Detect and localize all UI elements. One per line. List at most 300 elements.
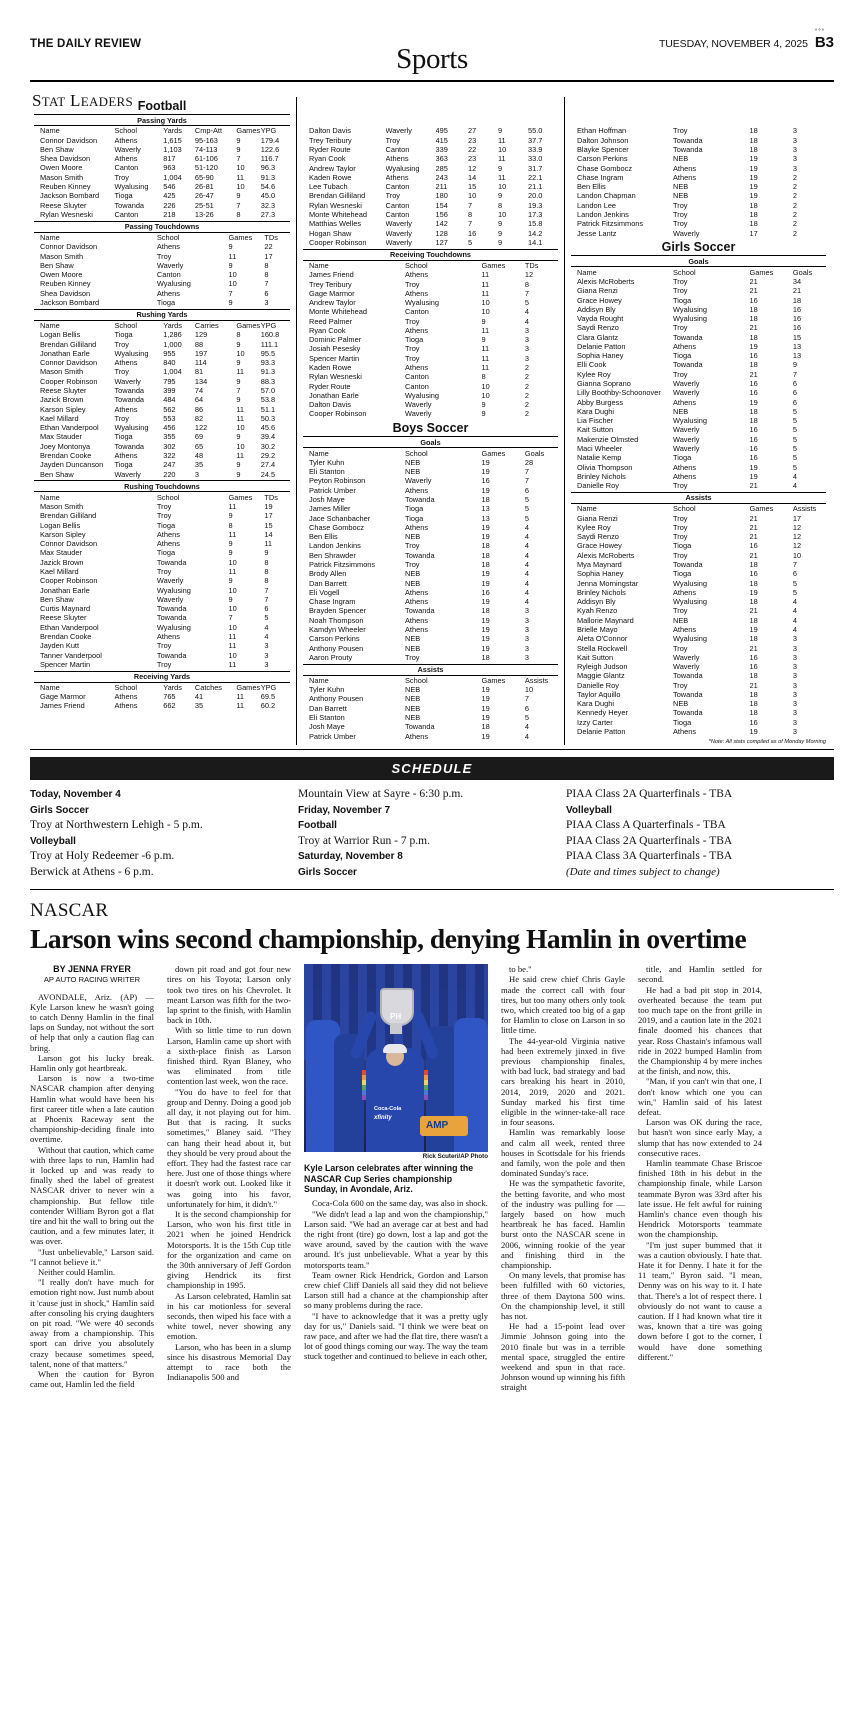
stat-value: 4 — [264, 623, 269, 632]
stat-value: Athens — [673, 398, 697, 407]
stat-value: 55.0 — [528, 127, 543, 136]
stat-value: 116.7 — [260, 154, 279, 164]
stat-value: 18 — [749, 305, 758, 314]
player-name: Jayden Duncanson — [40, 460, 104, 470]
article-paragraph: "I'm just super bummed that it was a caution obviously. I hate that. Hate it for Denny. I hate it for the 11 team," Byron said. "I mean, Denny was on his way to it. I hate that. There's a lot of respect there. I obviously do not want to cause a caution. If I had known what tire it was, known that a tire was going down before I got to the corner, I would have done something different." — [638, 1239, 762, 1362]
table-row — [34, 414, 290, 423]
table-row — [303, 201, 558, 210]
stat-value: 4 — [524, 551, 529, 560]
stat-value: 9 — [228, 261, 233, 270]
stat-value: 22 — [468, 145, 477, 154]
stat-value: 4 — [524, 722, 529, 732]
stat-value: 60.2 — [260, 702, 276, 711]
player-name: Saydi Renzo — [577, 323, 619, 333]
player-name: Spencer Martin — [309, 354, 360, 363]
column-header: Name — [40, 321, 60, 331]
table-row — [34, 614, 290, 623]
stat-value: Wyalusing — [673, 634, 708, 644]
player-name: Brayden Spencer — [309, 606, 367, 616]
player-name: Cooper Robinson — [309, 238, 367, 247]
table-row — [34, 577, 290, 586]
table-row — [34, 442, 290, 451]
stat-value: 18 — [749, 671, 758, 681]
table-girls-assists — [571, 504, 826, 737]
column-header: Name — [309, 260, 329, 270]
column-header: Games — [236, 126, 261, 136]
stat-value: 20.0 — [528, 191, 543, 201]
stat-value: Troy — [673, 551, 688, 560]
stat-value: 3 — [792, 136, 797, 145]
article-paragraph: He said crew chief Chris Gayle made the correct call with four tires, but too many others only took two, which created too big of a gap for Hamlin to close on Larson in so little time. — [501, 974, 625, 1036]
player-name: Chase Ingram — [309, 597, 356, 607]
player-name: Ethan Vanderpool — [40, 423, 99, 433]
stat-value: Tioga — [673, 296, 692, 305]
stat-value: 7 — [524, 467, 529, 477]
column-header: School — [114, 126, 138, 136]
player-name: Monte Whitehead — [309, 210, 367, 219]
stat-value: Towanda — [673, 145, 703, 154]
schedule-column-2 — [298, 787, 566, 881]
table-header-row — [571, 267, 826, 277]
column-header: School — [156, 232, 180, 242]
article-paragraph: As Larson celebrated, Hamlin sat in his car motionless for several seconds, then wiped his face with a white towel, never showing any emotion. — [167, 1290, 291, 1342]
stat-value: 9 — [498, 164, 503, 173]
table-row — [571, 333, 826, 342]
stat-value: 27.4 — [260, 460, 276, 470]
stat-value: Athens — [156, 539, 180, 549]
table-row — [303, 164, 558, 173]
stat-value: 7 — [228, 613, 233, 623]
player-name: Chase Gombocz — [309, 523, 365, 532]
table-row — [303, 229, 558, 238]
schedule-game: Troy at Northwestern Lehigh - 5 p.m. — [30, 819, 203, 832]
stat-value: Canton — [405, 307, 429, 317]
stat-value: 3 — [524, 326, 529, 335]
table-row — [303, 146, 558, 155]
stat-value: Waverly — [114, 377, 141, 386]
stat-value: Canton — [385, 145, 410, 154]
column-header: YPG — [260, 321, 277, 331]
stat-value: 30.2 — [260, 442, 276, 451]
stat-value: 16 — [749, 379, 758, 389]
stat-value: Towanda — [673, 671, 703, 681]
stat-value: 5 — [792, 416, 797, 426]
player-name: Brinley Nichols — [577, 588, 626, 597]
player-name: Dan Barrett — [309, 579, 347, 588]
stat-value: 127 — [435, 238, 448, 247]
table-row — [571, 523, 826, 532]
stat-value: Wyalusing — [673, 314, 708, 324]
stat-value: 91.3 — [260, 173, 276, 182]
schedule-date: Friday, November 7 — [298, 804, 391, 816]
stat-value: 8 — [498, 201, 503, 210]
stat-value: 19 — [749, 472, 758, 481]
table-row — [571, 361, 826, 370]
stat-value: 19 — [481, 579, 490, 588]
stat-value: Towanda — [156, 604, 187, 614]
stat-value: Tioga — [156, 521, 176, 530]
stat-value: 3 — [524, 653, 529, 662]
stat-value: 18 — [481, 722, 490, 732]
stat-value: 16 — [792, 323, 802, 333]
stat-value: 3 — [524, 335, 529, 345]
stat-value: 7 — [264, 279, 269, 289]
stat-value: Troy — [156, 252, 172, 261]
stat-value: 7 — [236, 386, 241, 396]
stat-value: Athens — [114, 451, 138, 461]
table-row — [303, 551, 558, 560]
stat-value: 9 — [264, 548, 269, 558]
player-name: Grace Howey — [577, 541, 622, 551]
player-name: Reese Sluyter — [40, 613, 87, 623]
table-row — [303, 183, 558, 192]
table-row — [34, 433, 290, 442]
stat-value: 4 — [524, 541, 529, 551]
stat-value: 21 — [749, 514, 758, 523]
player-name: Giana Renzi — [577, 286, 618, 296]
stat-value: Athens — [405, 270, 429, 280]
stat-value: 19 — [749, 727, 758, 737]
table-row — [303, 345, 558, 354]
article-paragraph: Neither could Hamlin. — [38, 1267, 116, 1278]
stat-value: 12 — [792, 532, 802, 542]
stat-value: 3 — [792, 727, 797, 737]
schedule-band: SCHEDULE — [30, 757, 834, 780]
article-headline: Larson wins second championship, denying Hamlin in overtime — [30, 923, 747, 955]
table-header-row — [303, 261, 558, 271]
column-header: Games — [236, 682, 261, 692]
stat-value: NEB — [405, 634, 421, 644]
table-row — [571, 342, 826, 351]
stat-value: 18 — [749, 314, 758, 324]
stat-value: Waverly — [673, 435, 700, 444]
table-row — [34, 702, 290, 711]
player-name: Patrick Umber — [309, 486, 356, 495]
stat-value: 11 — [236, 368, 244, 377]
player-name: Patrick Fitzsimmons — [577, 219, 644, 229]
player-name: Jonathan Earle — [309, 391, 359, 400]
table-row — [571, 463, 826, 472]
stat-value: 16 — [749, 453, 758, 463]
table-row — [34, 387, 290, 396]
stat-value: 495 — [435, 127, 448, 136]
stat-value: 34 — [792, 277, 802, 286]
table-row — [303, 523, 558, 532]
stat-value: 91.3 — [260, 368, 276, 377]
stat-value: Troy — [405, 653, 420, 662]
stat-value: Athens — [673, 173, 697, 182]
stat-value: Wyalusing — [156, 586, 191, 595]
table-row — [571, 211, 826, 220]
stat-value: Athens — [405, 289, 429, 298]
table-row — [571, 229, 826, 238]
stat-value: 5 — [792, 579, 797, 588]
table-row — [34, 660, 290, 669]
player-name: Shea Davidson — [40, 154, 91, 164]
photo-amp-label: AMP — [426, 1120, 449, 1132]
table-row — [34, 280, 290, 289]
stat-value: Towanda — [156, 558, 187, 567]
stat-value: Towanda — [673, 560, 703, 569]
stat-value: Tioga — [673, 718, 692, 727]
player-name: Ben Shaw — [40, 470, 74, 479]
stat-value: 10 — [228, 604, 237, 614]
stat-value: Towanda — [156, 651, 187, 660]
player-name: Landon Jenkins — [309, 541, 361, 551]
table-row — [303, 570, 558, 579]
stat-value: 5 — [264, 613, 269, 623]
stat-value: 9 — [498, 219, 503, 229]
table-row — [571, 616, 826, 625]
table-row — [303, 410, 558, 419]
stat-value: 16 — [792, 314, 802, 324]
table-row — [34, 136, 290, 145]
stat-value: Wyalusing — [673, 597, 708, 607]
player-name: Ben Ellis — [309, 532, 338, 542]
stat-value: 11 — [228, 641, 237, 651]
stat-value: Troy — [673, 210, 688, 219]
category-receiving-yards: Receiving Yards — [34, 671, 290, 683]
stat-value: 13 — [481, 514, 490, 523]
stat-value: 31.7 — [528, 164, 543, 173]
player-name: Chase Gombocz — [577, 164, 633, 173]
table-row — [571, 663, 826, 672]
table-row — [303, 505, 558, 514]
article-paragraph: Hamlin was remarkably loose and calm all week, rented three houses in Scottsdale for his friends and family, won the pole and then dominated Sunday's race. — [501, 1127, 625, 1179]
stat-value: 122.6 — [260, 145, 280, 154]
player-name: Ben Shaw — [40, 595, 74, 604]
player-name: Ben Shrawder — [309, 551, 356, 560]
stat-value: NEB — [673, 182, 689, 192]
article-body — [0, 954, 864, 1393]
stat-value: 7 — [524, 289, 529, 298]
article-column-2 — [167, 964, 291, 1393]
stat-value: 10 — [236, 442, 245, 451]
stat-value: 17 — [749, 229, 758, 238]
stat-value: 1,000 — [163, 340, 182, 349]
table-row — [34, 173, 290, 182]
stat-value: 10 — [228, 279, 237, 289]
stat-value: Towanda — [673, 709, 703, 718]
player-name: James Miller — [309, 504, 351, 514]
stat-value: Troy — [156, 502, 172, 511]
column-header: TDs — [264, 492, 278, 502]
stat-value: 19 — [749, 342, 758, 351]
stat-value: 9 — [236, 136, 241, 145]
article-paragraph: Larson was OK during the race, but hasn't won since early May, a slump that has now extended to 24 consecutive races. — [638, 1117, 762, 1158]
stat-value: 16 — [749, 296, 758, 305]
table-row — [571, 278, 826, 287]
stat-value: 18 — [792, 296, 802, 305]
stat-value: 19 — [749, 625, 758, 634]
player-name: Brielle Mayo — [577, 625, 618, 634]
player-name: Reed Palmer — [309, 317, 353, 326]
table-row — [303, 192, 558, 201]
stat-value: 16 — [749, 541, 758, 551]
stat-value: 18 — [749, 136, 758, 145]
table-row — [571, 201, 826, 210]
stat-value: 16 — [749, 569, 758, 579]
stat-value: Waverly — [385, 229, 412, 238]
stat-value: Towanda — [673, 361, 703, 370]
stat-value: 4 — [524, 560, 529, 569]
stat-value: 9 — [498, 229, 503, 238]
stat-value: 82 — [194, 414, 204, 423]
table-row — [34, 595, 290, 604]
stat-value: 21 — [749, 606, 758, 616]
article-paragraph: Larson is now a two-time NASCAR champion after denying Hamlin what would have been his first career title when a late caution at Phoenix Raceway sent the championship-deciding finale into overtime. — [30, 1073, 154, 1145]
player-name: Eli Stanton — [309, 713, 345, 723]
table-row — [303, 723, 558, 732]
stat-value: NEB — [405, 685, 421, 695]
stat-value: 11 — [236, 702, 244, 711]
stat-value: 11 — [481, 289, 490, 298]
stat-value: Tioga — [156, 548, 176, 558]
stat-value: 27 — [468, 127, 477, 136]
table-row — [571, 398, 826, 407]
column-header: School — [673, 504, 696, 514]
table-row — [303, 686, 558, 695]
player-name: Jackson Bombard — [40, 191, 100, 201]
stat-value: 9 — [481, 317, 486, 326]
player-name: Reuben Kinney — [40, 182, 91, 191]
column-header: Games — [228, 492, 253, 502]
stat-value: 8 — [264, 567, 269, 576]
table-row — [571, 718, 826, 727]
stat-column-3 — [564, 97, 832, 745]
player-name: Dominic Palmer — [309, 335, 362, 345]
stat-value: 45.6 — [260, 423, 276, 433]
stat-value: Towanda — [405, 606, 435, 616]
player-name: Alexis McRoberts — [577, 277, 635, 286]
player-name: Shea Davidson — [40, 289, 91, 298]
player-name: Jonathan Earle — [40, 586, 90, 595]
stat-value: 11 — [236, 692, 244, 702]
table-row — [571, 542, 826, 551]
stat-value: 218 — [163, 210, 176, 219]
stat-value: 19 — [481, 695, 490, 704]
table-row — [571, 672, 826, 681]
stat-value: 3 — [524, 606, 529, 616]
column-header: Carries — [194, 321, 219, 331]
stat-value: Troy — [405, 317, 420, 326]
stat-value: 18 — [481, 653, 490, 662]
stat-value: Athens — [156, 242, 180, 252]
table-row — [303, 579, 558, 588]
stat-value: 19 — [481, 597, 490, 607]
stat-value: 21 — [749, 286, 758, 296]
column-header: School — [114, 321, 138, 331]
table-row — [34, 271, 290, 280]
stat-value: 8 — [236, 330, 241, 340]
stat-value: 19 — [749, 398, 758, 407]
stat-value: Canton — [114, 210, 139, 219]
stat-value: Waverly — [156, 595, 184, 604]
column-header: Name — [309, 448, 329, 458]
stat-value: Troy — [405, 560, 420, 569]
stat-value: 9 — [228, 242, 233, 252]
stat-value: Towanda — [114, 442, 145, 451]
table-row — [303, 336, 558, 345]
stat-value: 9 — [236, 470, 241, 479]
stat-value: 3 — [792, 127, 797, 136]
player-name: Brendan Cooke — [40, 632, 92, 641]
table-row — [571, 426, 826, 435]
player-name: Jonathan Earle — [40, 349, 90, 358]
stat-value: 96.3 — [260, 163, 276, 173]
stat-value: 3 — [524, 616, 529, 625]
stat-value: Troy — [385, 136, 401, 145]
stat-value: 3 — [792, 690, 797, 699]
column-header: TDs — [264, 232, 278, 242]
stat-value: 3 — [792, 154, 797, 164]
player-name: Mallorie Maynard — [577, 616, 634, 625]
stat-value: Canton — [385, 182, 410, 192]
stat-value: 11 — [228, 632, 237, 641]
column-header: Games — [481, 448, 506, 458]
player-name: Connor Davidson — [40, 358, 98, 368]
table-header-row — [303, 676, 558, 686]
table-row — [571, 370, 826, 379]
stat-value: 180 — [435, 191, 448, 201]
issue-date: TUESDAY, NOVEMBER 4, 2025 — [658, 38, 808, 50]
player-name: Ryder Route — [309, 145, 351, 154]
schedule-game: Troy at Warrior Run - 7 p.m. — [298, 834, 430, 847]
stat-value: 19 — [481, 634, 490, 644]
stat-value: Wyalusing — [156, 279, 191, 289]
schedule-column-1 — [30, 787, 298, 881]
table-row — [303, 271, 558, 280]
stat-value: Canton — [385, 210, 410, 219]
stat-value: Tioga — [114, 460, 133, 470]
column-header: School — [405, 260, 428, 270]
stat-value: 2 — [792, 173, 797, 182]
stat-value: Troy — [673, 323, 688, 333]
player-name: Natalie Kemp — [577, 453, 622, 463]
table-row — [34, 243, 290, 252]
stat-value: NEB — [673, 154, 689, 164]
stat-value: Waverly — [405, 477, 432, 486]
stat-value: 11 — [228, 502, 237, 511]
table-row — [303, 326, 558, 335]
stat-value: Waverly — [156, 576, 184, 586]
stat-value: 11 — [228, 567, 237, 576]
stat-value: 11 — [228, 530, 237, 539]
stat-value: 6 — [264, 289, 269, 298]
stat-value: NEB — [405, 458, 421, 467]
table-row — [571, 607, 826, 616]
stat-value: 18 — [481, 495, 490, 504]
stat-value: 247 — [163, 460, 176, 470]
table-row — [34, 405, 290, 414]
table-row — [571, 445, 826, 454]
stat-value: 69.5 — [260, 692, 276, 702]
stat-value: 64 — [194, 395, 204, 405]
stat-value: 23 — [468, 136, 477, 145]
stat-value: 4 — [524, 732, 529, 741]
stat-value: 4 — [524, 597, 529, 607]
table-row — [34, 540, 290, 549]
stat-value: 7 — [264, 595, 269, 604]
stat-value: Athens — [673, 164, 697, 173]
stat-value: Troy — [114, 173, 129, 182]
table-row — [571, 588, 826, 597]
table-row — [571, 164, 826, 173]
table-row — [571, 514, 826, 523]
table-row — [571, 305, 826, 314]
stat-value: 10 — [792, 551, 802, 560]
stats-note: *Note: All stats compiled as of Monday Morning — [708, 738, 826, 745]
